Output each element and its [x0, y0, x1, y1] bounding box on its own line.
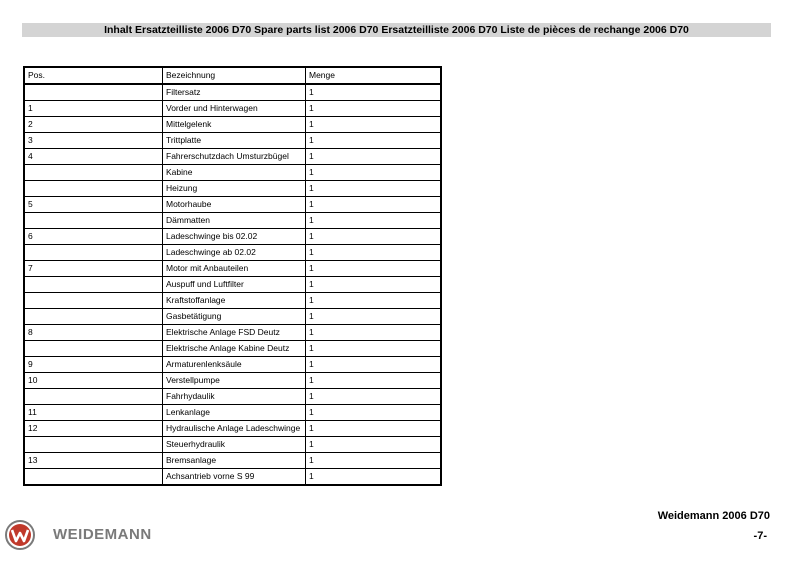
cell-menge: 1 [306, 341, 442, 357]
cell-bezeichnung: Mittelgelenk [163, 117, 306, 133]
cell-menge: 1 [306, 293, 442, 309]
cell-pos: 4 [24, 149, 163, 165]
cell-menge: 1 [306, 133, 442, 149]
cell-bezeichnung: Verstellpumpe [163, 373, 306, 389]
page-header [22, 23, 771, 37]
table-row [24, 469, 441, 486]
table-row [24, 421, 441, 437]
cell-pos [24, 293, 163, 309]
cell-menge: 1 [306, 437, 442, 453]
cell-menge: 1 [306, 197, 442, 213]
cell-menge: 1 [306, 101, 442, 117]
cell-pos: 7 [24, 261, 163, 277]
cell-bezeichnung: Dämmatten [163, 213, 306, 229]
cell-bezeichnung: Armaturenlenksäule [163, 357, 306, 373]
cell-pos [24, 245, 163, 261]
cell-menge: 1 [306, 453, 442, 469]
cell-bezeichnung: Elektrische Anlage Kabine Deutz [163, 341, 306, 357]
cell-menge: 1 [306, 309, 442, 325]
cell-pos [24, 84, 163, 101]
cell-pos [24, 165, 163, 181]
cell-menge: 1 [306, 373, 442, 389]
table-row [24, 165, 441, 181]
table-row [24, 133, 441, 149]
table-row [24, 341, 441, 357]
cell-menge: 1 [306, 229, 442, 245]
cell-bezeichnung: Trittplatte [163, 133, 306, 149]
cell-bezeichnung: Fahrhydaulik [163, 389, 306, 405]
cell-pos: 10 [24, 373, 163, 389]
table-row [24, 373, 441, 389]
cell-menge: 1 [306, 389, 442, 405]
cell-menge: 1 [306, 261, 442, 277]
table-row [24, 453, 441, 469]
cell-pos: 12 [24, 421, 163, 437]
table-row [24, 149, 441, 165]
cell-bezeichnung: Kabine [163, 165, 306, 181]
cell-pos [24, 309, 163, 325]
cell-pos: 9 [24, 357, 163, 373]
cell-pos: 8 [24, 325, 163, 341]
cell-bezeichnung: Hydraulische Anlage Ladeschwinge [163, 421, 306, 437]
cell-bezeichnung: Achsantrieb vorne S 99 [163, 469, 306, 486]
cell-menge: 1 [306, 405, 442, 421]
table-row [24, 101, 441, 117]
cell-pos [24, 437, 163, 453]
cell-pos: 5 [24, 197, 163, 213]
table-row [24, 261, 441, 277]
cell-pos [24, 277, 163, 293]
cell-bezeichnung: Vorder und Hinterwagen [163, 101, 306, 117]
cell-pos [24, 341, 163, 357]
cell-menge: 1 [306, 357, 442, 373]
cell-menge: 1 [306, 117, 442, 133]
table-row [24, 437, 441, 453]
table-row [24, 197, 441, 213]
cell-pos: 6 [24, 229, 163, 245]
cell-bezeichnung: Motorhaube [163, 197, 306, 213]
page-number: -7- [753, 530, 767, 542]
column-header-bezeichnung: Bezeichnung [163, 67, 306, 84]
cell-bezeichnung: Kraftstoffanlage [163, 293, 306, 309]
cell-menge: 1 [306, 469, 442, 486]
cell-menge: 1 [306, 149, 442, 165]
table-row [24, 357, 441, 373]
cell-menge: 1 [306, 165, 442, 181]
table-row [24, 389, 441, 405]
cell-bezeichnung: Ladeschwinge ab 02.02 [163, 245, 306, 261]
cell-bezeichnung: Gasbetätigung [163, 309, 306, 325]
cell-menge: 1 [306, 421, 442, 437]
cell-menge: 1 [306, 213, 442, 229]
table-row [24, 309, 441, 325]
table-header-row [24, 67, 441, 84]
column-header-menge: Menge [306, 67, 442, 84]
cell-pos: 11 [24, 405, 163, 421]
footer-brand-line: Weidemann 2006 D70 [657, 510, 770, 522]
table-body [24, 84, 441, 485]
cell-bezeichnung: Filtersatz [163, 84, 306, 101]
table-row [24, 325, 441, 341]
column-header-pos: Pos. [24, 67, 163, 84]
cell-bezeichnung: Heizung [163, 181, 306, 197]
cell-bezeichnung: Steuerhydraulik [163, 437, 306, 453]
table-row [24, 245, 441, 261]
cell-bezeichnung: Bremsanlage [163, 453, 306, 469]
cell-pos: 13 [24, 453, 163, 469]
cell-pos: 1 [24, 101, 163, 117]
table-row [24, 117, 441, 133]
parts-table [23, 66, 442, 486]
table-row [24, 405, 441, 421]
cell-menge: 1 [306, 181, 442, 197]
cell-bezeichnung: Lenkanlage [163, 405, 306, 421]
table-row [24, 213, 441, 229]
cell-pos [24, 469, 163, 486]
cell-pos: 2 [24, 117, 163, 133]
cell-menge: 1 [306, 245, 442, 261]
cell-bezeichnung: Ladeschwinge bis 02.02 [163, 229, 306, 245]
cell-bezeichnung: Auspuff und Luftfilter [163, 277, 306, 293]
weidemann-logo-icon [5, 520, 35, 550]
cell-pos [24, 181, 163, 197]
table-row [24, 229, 441, 245]
cell-pos: 3 [24, 133, 163, 149]
cell-pos [24, 389, 163, 405]
table-row [24, 84, 441, 101]
cell-bezeichnung: Fahrerschutzdach Umsturzbügel [163, 149, 306, 165]
cell-menge: 1 [306, 84, 442, 101]
cell-bezeichnung: Elektrische Anlage FSD Deutz [163, 325, 306, 341]
cell-pos [24, 213, 163, 229]
weidemann-logo-text: WEIDEMANN [53, 526, 152, 543]
table-row [24, 277, 441, 293]
table-row [24, 181, 441, 197]
cell-bezeichnung: Motor mit Anbauteilen [163, 261, 306, 277]
cell-menge: 1 [306, 325, 442, 341]
header-title: Inhalt Ersatzteilliste 2006 D70 Spare parts list 2006 D70 Ersatzteilliste 2006 D70 Liste de pièces de rechange 2006 D70 [104, 24, 689, 36]
table-row [24, 293, 441, 309]
cell-menge: 1 [306, 277, 442, 293]
